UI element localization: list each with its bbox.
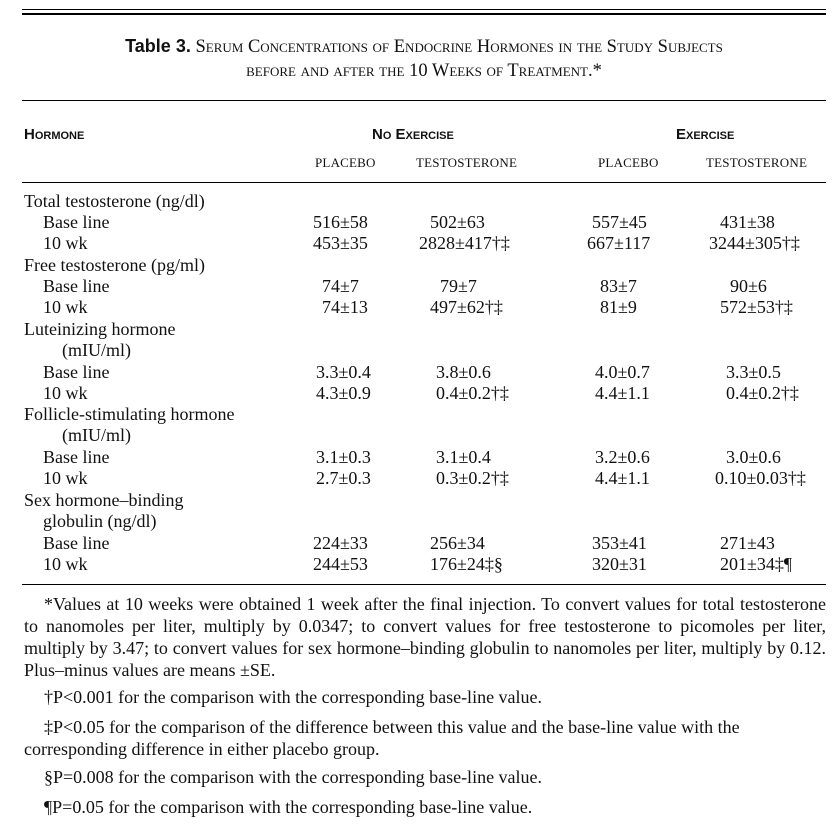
subheader-testosterone-1: TESTOSTERONE	[416, 155, 518, 170]
subheader-testosterone-2: TESTOSTERONE	[706, 155, 808, 170]
cell-value: 4.0±0.7	[595, 362, 650, 382]
cell-value: 244±53	[313, 554, 368, 574]
row-label-10wk: 10 wk	[43, 468, 88, 488]
cell-value: 502±63	[430, 212, 485, 232]
table-caption-line2	[22, 58, 826, 84]
subheader-placebo-1: PLACEBO	[315, 155, 376, 170]
row-label-baseline: Base line	[43, 362, 110, 382]
cell-value: 74±13	[322, 297, 368, 317]
row-label-globulin: globulin (ng/dl)	[43, 511, 157, 531]
cell-value: 79±7	[440, 276, 477, 296]
row-label-10wk: 10 wk	[43, 383, 88, 403]
subheader-rule	[22, 182, 826, 183]
cell-value: 3.3±0.5	[726, 362, 781, 382]
cell-value: 0.10±0.03†‡	[715, 468, 806, 488]
row-label-follicle-stimulating-hormone: Follicle-stimulating hormone	[24, 404, 235, 424]
footnote-star: *Values at 10 weeks were obtained 1 week after the final injection. To convert values for total testosterone to nanomoles per liter, multiply by 0.0347; to convert values for free testosterone to picomoles per liter, multiply by 3.47; to convert values for sex hormone–binding globulin to nanomoles per liter, multiply by 0.12. Plus–minus values are means ±SE.	[24, 594, 826, 680]
cell-value: 271±43	[720, 533, 775, 553]
row-label-10wk: 10 wk	[43, 554, 88, 574]
cell-value: 3.8±0.6	[436, 362, 491, 382]
header-rule	[22, 100, 826, 101]
footnote-ddagger: ‡P<0.05 for the comparison of the difference between this value and the base-line value with the corresponding difference in either placebo group.	[24, 717, 740, 759]
col-header-exercise: Exercise	[676, 126, 735, 143]
table-title-line1: Serum Concentrations of Endocrine Hormones in the Study Subjects	[195, 37, 723, 57]
cell-value: 557±45	[592, 212, 647, 232]
cell-value: 2.7±0.3	[316, 468, 371, 488]
row-label-10wk: 10 wk	[43, 297, 88, 317]
table-caption	[22, 33, 826, 60]
cell-value: 0.4±0.2†‡	[436, 383, 509, 403]
cell-value: 3.2±0.6	[595, 447, 650, 467]
cell-value: 3244±305†‡	[709, 233, 800, 253]
cell-value: 453±35	[313, 233, 368, 253]
cell-value: 516±58	[313, 212, 368, 232]
row-label-baseline: Base line	[43, 447, 110, 467]
row-label-baseline: Base line	[43, 212, 110, 232]
footnote-pilcrow: ¶P=0.05 for the comparison with the corresponding base-line value.	[44, 797, 533, 817]
cell-value: 74±7	[322, 276, 359, 296]
cell-value: 497±62†‡	[430, 297, 503, 317]
row-label-units: (mIU/ml)	[62, 340, 131, 360]
cell-value: 353±41	[592, 533, 647, 553]
cell-value: 176±24‡§	[430, 554, 503, 574]
row-label-luteinizing-hormone: Luteinizing hormone	[24, 319, 176, 339]
row-label-sex-hormone-binding: Sex hormone–binding	[24, 490, 184, 510]
cell-value: 0.4±0.2†‡	[726, 383, 799, 403]
row-label-baseline: Base line	[43, 276, 110, 296]
cell-value: 4.4±1.1	[595, 383, 650, 403]
row-label-10wk: 10 wk	[43, 233, 88, 253]
cell-value: 83±7	[600, 276, 637, 296]
cell-value: 431±38	[720, 212, 775, 232]
cell-value: 320±31	[592, 554, 647, 574]
cell-value: 3.1±0.3	[316, 447, 371, 467]
subheader-placebo-2: PLACEBO	[598, 155, 659, 170]
table-title-line2: before and after the 10 Weeks of Treatment.*	[246, 61, 602, 81]
col-header-hormone: Hormone	[24, 126, 85, 143]
cell-value: 256±34	[430, 533, 485, 553]
cell-value: 201±34‡¶	[720, 554, 793, 574]
footnote-section: §P=0.008 for the comparison with the corresponding base-line value.	[44, 767, 543, 787]
row-label-free-testosterone: Free testosterone (pg/ml)	[24, 255, 205, 275]
cell-value: 3.1±0.4	[436, 447, 491, 467]
cell-value: 667±117	[587, 233, 651, 253]
top-rule-thick	[22, 13, 826, 15]
cell-value: 2828±417†‡	[419, 233, 510, 253]
cell-value: 572±53†‡	[720, 297, 793, 317]
cell-value: 0.3±0.2†‡	[436, 468, 509, 488]
row-label-baseline: Base line	[43, 533, 110, 553]
footnote-dagger: †P<0.001 for the comparison with the corresponding base-line value.	[44, 687, 543, 707]
cell-value: 90±6	[730, 276, 767, 296]
cell-value: 224±33	[313, 533, 368, 553]
row-label-units: (mIU/ml)	[62, 425, 131, 445]
cell-value: 3.3±0.4	[316, 362, 371, 382]
table-label: Table 3.	[125, 36, 191, 56]
bottom-rule	[22, 584, 826, 585]
cell-value: 3.0±0.6	[726, 447, 781, 467]
top-rule-thin	[22, 9, 826, 10]
row-label-total-testosterone: Total testosterone (ng/dl)	[24, 191, 205, 211]
cell-value: 4.3±0.9	[316, 383, 371, 403]
cell-value: 81±9	[600, 297, 637, 317]
col-header-no-exercise: No Exercise	[372, 126, 454, 143]
cell-value: 4.4±1.1	[595, 468, 650, 488]
